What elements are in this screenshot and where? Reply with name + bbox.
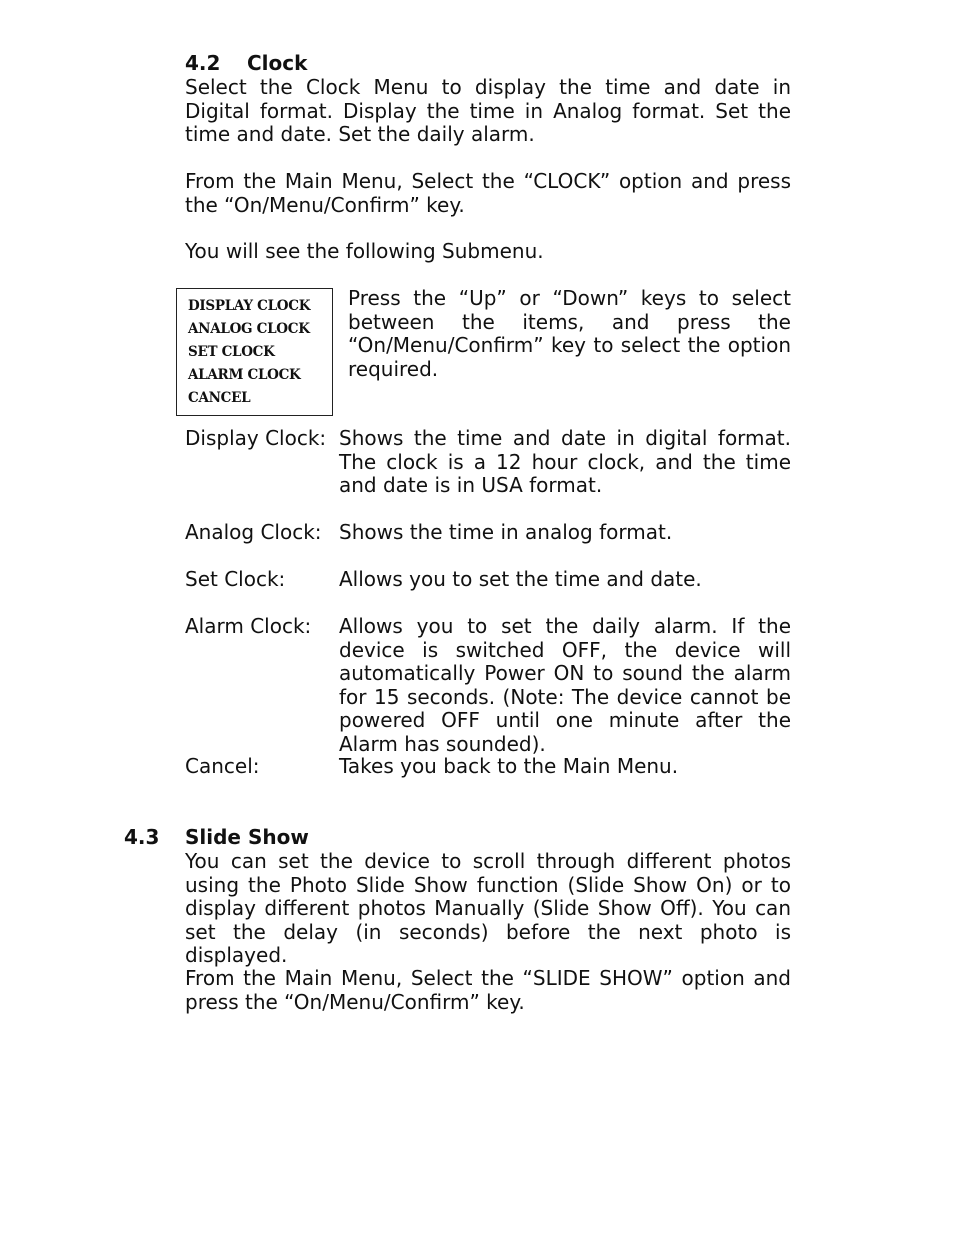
def-alarm-clock: Allows you to set the daily alarm. If the device is switched OFF, the device will automatically Power ON to sound the alarm for 15 seconds. (Note: The device cannot be powered OFF until one minute after the Alarm has sounded). [339,614,791,756]
menu-item-analog-clock: ANALOG CLOCK [188,321,310,337]
def-set-clock: Allows you to set the time and date. [339,567,702,591]
def-cancel: Takes you back to the Main Menu. [339,754,679,778]
menu-help-text: Press the “Up” or “Down” keys to select between the items, and press the “On/Menu/Confirm” key to select the option required. [348,286,791,381]
term-display-clock: Display Clock: [185,426,327,450]
section-4-2-heading [185,51,308,76]
section-number: 4.3 [124,825,160,849]
menu-item-cancel: CANCEL [188,390,251,406]
section-4-3-intro: You can set the device to scroll through different photos using the Photo Slide Show function (Slide Show On) or to display different photos Manually (Slide Show Off). You can set the delay (in seconds) before the next photo is displayed. [185,849,791,967]
term-set-clock: Set Clock: [185,567,286,591]
def-display-clock: Shows the time and date in digital format. The clock is a 12 hour clock, and the time and date is in USA format. [339,426,791,497]
menu-item-set-clock: SET CLOCK [188,344,275,360]
clock-submenu [176,288,333,416]
menu-item-display-clock: DISPLAY CLOCK [188,298,311,314]
section-number: 4.2 [185,51,221,75]
def-analog-clock: Shows the time in analog format. [339,520,673,544]
section-title: Clock [247,51,308,75]
term-alarm-clock: Alarm Clock: [185,614,312,638]
section-4-2-intro: Select the Clock Menu to display the time and date in Digital format. Display the time in Analog format. Set the time and date. Set the daily alarm. [185,75,791,146]
submenu-note: You will see the following Submenu. [185,239,544,263]
menu-item-alarm-clock: ALARM CLOCK [188,367,301,383]
term-cancel: Cancel: [185,754,260,778]
term-analog-clock: Analog Clock: [185,520,322,544]
section-4-3-instruction: From the Main Menu, Select the “SLIDE SHOW” option and press the “On/Menu/Confirm” key. [185,966,791,1014]
section-4-3-heading [124,826,424,850]
section-4-2-instruction: From the Main Menu, Select the “CLOCK” option and press the “On/Menu/Confirm” key. [185,169,791,217]
section-title: Slide Show [185,825,309,849]
